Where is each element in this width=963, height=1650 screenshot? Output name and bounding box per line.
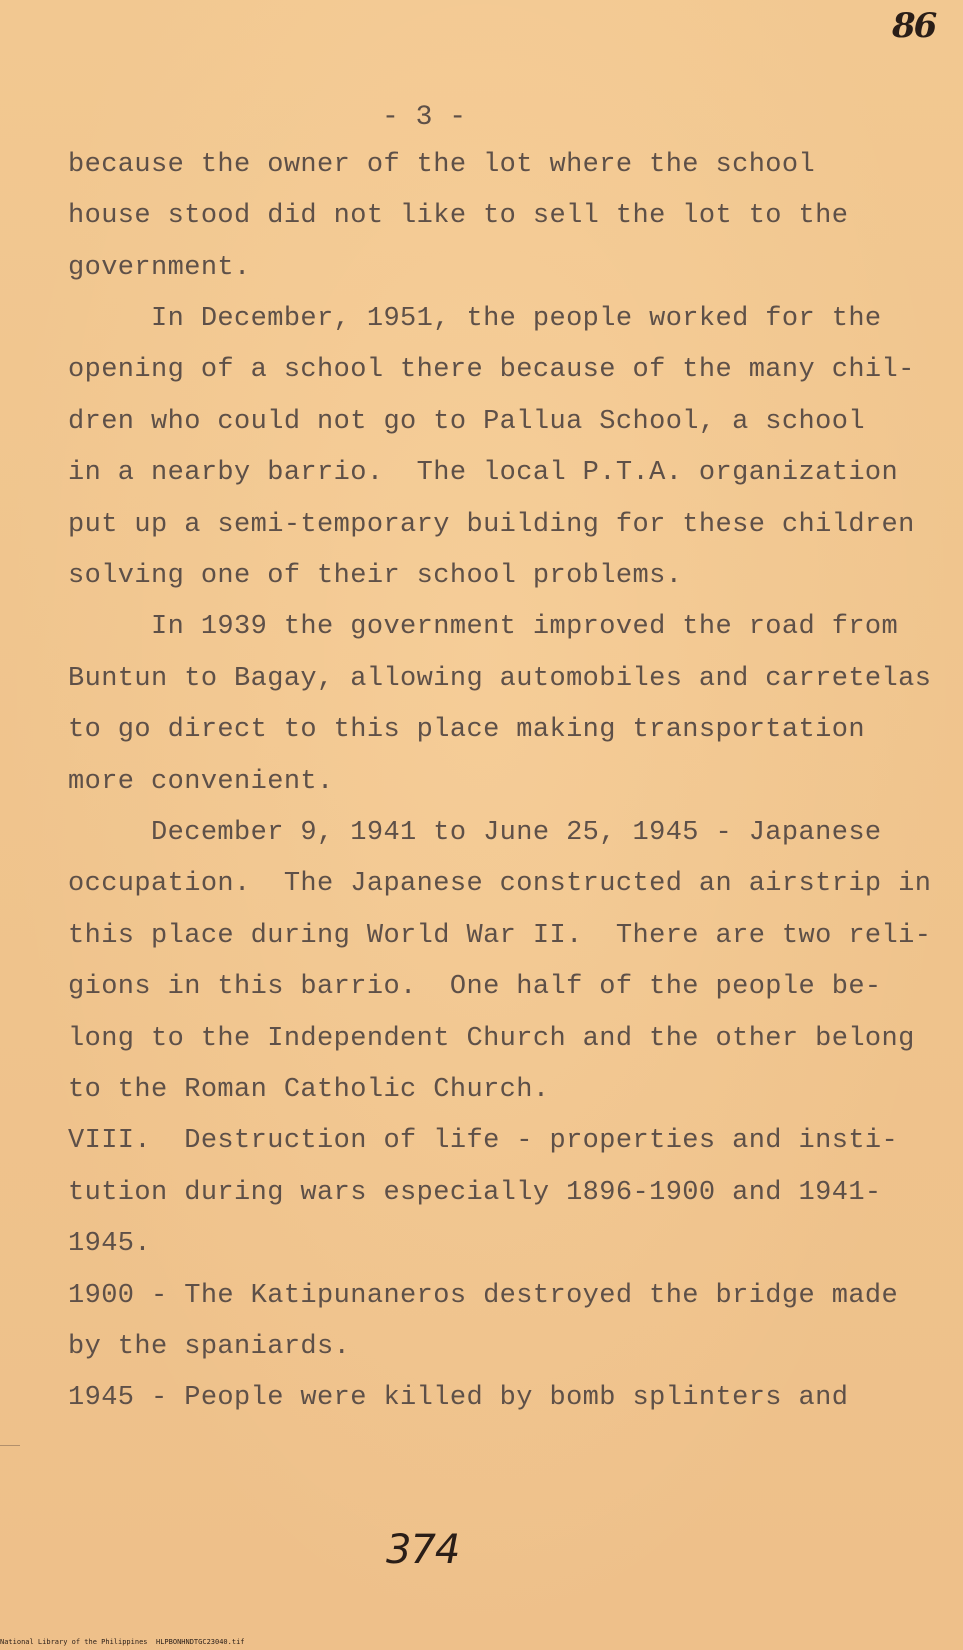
text-line: 1900 - The Katipunaneros destroyed the bridge made — [68, 1281, 899, 1311]
text-line: in a nearby barrio. The local P.T.A. organization — [68, 458, 899, 488]
text-line: by the spaniards. — [68, 1332, 351, 1362]
text-line: solving one of their school problems. — [68, 561, 683, 591]
handwritten-page-number: 86 — [892, 6, 936, 46]
text-line: In 1939 the government improved the road from — [68, 612, 899, 642]
footer-library-name: National Library of the Philippines — [0, 1638, 148, 1646]
text-line: to go direct to this place making transportation — [68, 715, 865, 745]
edge-mark — [0, 1445, 20, 1446]
text-line: Buntun to Bagay, allowing automobiles and carretelas — [68, 664, 932, 694]
footer-file-name: HLPBONHNDTGC23040.tif — [156, 1638, 245, 1646]
text-line: to the Roman Catholic Church. — [68, 1075, 550, 1105]
text-line: 1945 - People were killed by bomb splinters and — [68, 1383, 849, 1413]
text-line: government. — [68, 253, 251, 283]
text-line: In December, 1951, the people worked for the — [68, 304, 882, 334]
text-line: 1945. — [68, 1229, 152, 1259]
text-line: VIII. Destruction of life - properties and insti- — [68, 1126, 899, 1156]
text-line: put up a semi-temporary building for these children — [68, 510, 915, 540]
text-line: house stood did not like to sell the lot to the — [68, 201, 849, 231]
text-line: this place during World War II. There are two reli- — [68, 921, 932, 951]
text-line: tution during wars especially 1896-1900 and 1941- — [68, 1178, 882, 1208]
text-line: occupation. The Japanese constructed an airstrip in — [68, 869, 932, 899]
text-line: because the owner of the lot where the school — [68, 150, 816, 180]
text-line: opening of a school there because of the many chil- — [68, 355, 915, 385]
text-line: more convenient. — [68, 767, 334, 797]
text-line: gions in this barrio. One half of the people be- — [68, 972, 882, 1002]
text-line: long to the Independent Church and the other belong — [68, 1024, 915, 1054]
text-line: dren who could not go to Pallua School, a school — [68, 407, 865, 437]
text-line: December 9, 1941 to June 25, 1945 - Japanese — [68, 818, 882, 848]
page-number: - 3 - — [382, 102, 467, 133]
handwritten-folio-number: 374 — [386, 1527, 460, 1573]
